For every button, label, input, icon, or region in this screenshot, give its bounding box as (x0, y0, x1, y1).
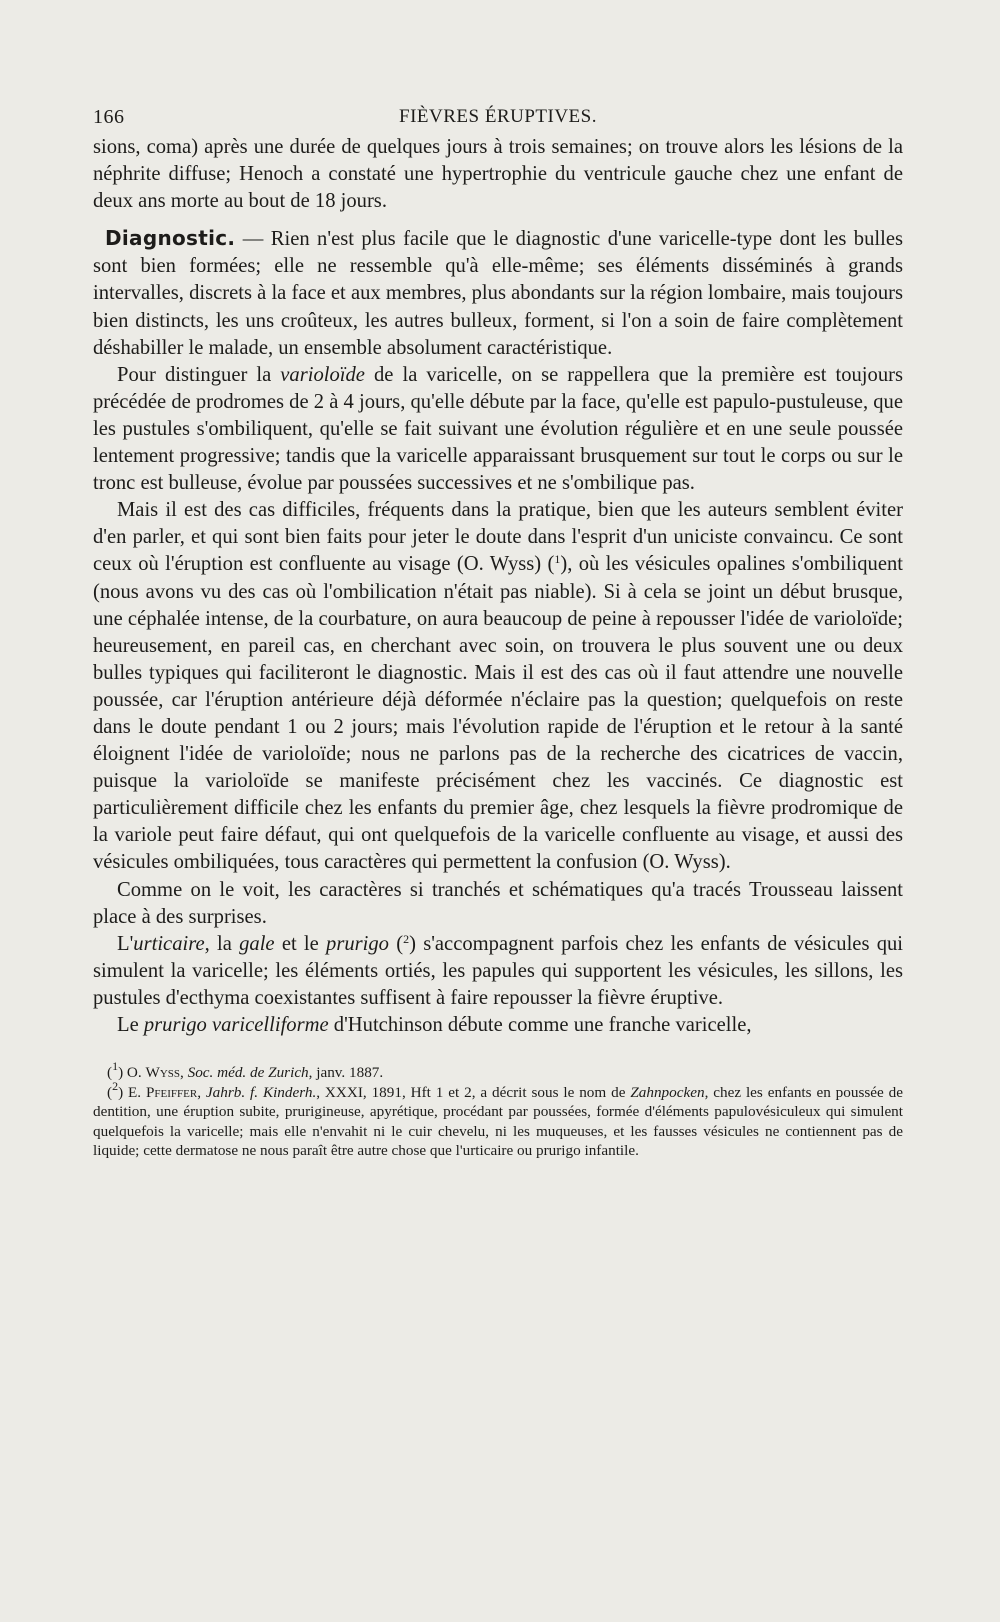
page-number: 166 (93, 106, 125, 128)
term-gale: gale (239, 932, 275, 955)
paragraph-varioloide: Pour distinguer la varioloïde de la varicelle, on se rappellera que la première est toujours précédée de prodromes de 2 à 4 jours, qu'elle débute par la face, qu'elle est papulo-pustuleuse, que les pustules s'ombiliquent, qu'elle se fait suivant une évolution régulière et en une seule poussée lentement progressive; tandis que la varicelle apparaissant brusquement sur tout le corps ou sur le tronc est bulleuse, évolue par poussées successives et ne s'ombilique pas. (93, 363, 903, 495)
page-header (93, 100, 903, 130)
term-prurigo-varicelliforme: prurigo varicelliforme (143, 1014, 329, 1036)
running-title: FIÈVRES ÉRUPTIVES. (399, 106, 597, 127)
term-prurigo: prurigo (326, 932, 389, 955)
book-page (93, 100, 903, 1161)
term-varioloide: varioloïde (280, 363, 365, 386)
term-urticaire: urticaire (133, 932, 205, 955)
footnote-ref-1: 1 (554, 552, 561, 567)
footnote-ref-2: 2 (403, 931, 410, 946)
paragraph-difficult-cases: Mais il est des cas difficiles, fréquents dans la pratique, bien que les auteurs semblent éviter d'en parler, et qui sont bien faits pour jeter le doute dans l'esprit d'un uniciste convaincu. Ce sont ceux où l'éruption est confluente au visage (O. Wyss) ($^1$), où les vésicules opalines s'ombiliquent (nous avons vu des cas où l'ombilication n'était pas niable). Si à cela se joint un début brusque, une céphalée intense, de la courbature, on aura beaucoup de peine à repousser l'idée de varioloïde; heureusement, en pareil cas, en cherchant avec soin, on trouvera le plus souvent une ou deux bulles typiques qui faciliteront le diagnostic. Mais il est des cas où il faut attendre une nouvelle poussée, car l'éruption antérieure déjà déformée n'éclaire pas la question; quelquefois on reste dans le doute pendant 1 ou 2 jours; mais l'évolution rapide de l'éruption et le retour à la santé éloignent l'idée de varioloïde; nous ne parlons pas de la recherche des cicatrices de vaccin, puisque la varioloïde se manifeste précisément chez les vaccinés. Ce diagnostic est particulièrement difficile chez les enfants du premier âge, chez lesquels la fièvre prodromique de la variole peut faire défaut, qui ont quelquefois de la varicelle confluente au visage, et aussi des vésicules ombiliquées, tous caractères qui permettent la confusion (O. Wyss). (93, 499, 904, 874)
body-text (93, 134, 903, 1039)
paragraph-trousseau: Comme on le voit, les caractères si tranchés et schématiques qu'a tracés Trousseau laissent place à des surprises. (93, 878, 903, 928)
paragraph-urticaire: L'urticaire, la gale et le prurigo ($^2$) s'accompagnent parfois chez les enfants de vésicules qui simulent la varicelle; les éléments ortiés, les papules qui supportent les vésicules, les sillons, les pustules d'ecthyma coexistantes suffisent à faire repousser la fièvre éruptive. (93, 931, 904, 1009)
paragraph-diagnostic: Diagnostic. — Rien n'est plus facile que le diagnostic d'une varicelle-type dont les bulles sont bien formées; elle ne ressemble qu'à elle-même; ses éléments disséminés à grands intervalles, discrets à la face et aux membres, plus abondants sur la région lombaire, mais toujours bien distincts, les uns croûteux, les autres bulleux, forment, si l'on a soin de faire complètement déshabiller le malade, un ensemble absolument caractéristique. (93, 226, 903, 359)
footnotes (93, 1059, 903, 1161)
paragraph-hutchinson: Le prurigo varicelliforme d'Hutchinson débute comme une franche varicelle, (117, 1014, 752, 1036)
section-heading-diagnostic: Diagnostic. (105, 226, 236, 251)
footnote-1: ($^1$) O. Wyss, Soc. méd. de Zurich, janv. 1887. (107, 1059, 384, 1082)
footnote-2: ($^2$) E. Pfeiffer, Jahrb. f. Kinderh., XXXI, 1891, Hft 1 et 2, a décrit sous le nom de Zahnpocken, chez les enfants en poussée de dentition, une éruption subite, prurigineuse, apyrétique, procédant par poussées, formée d'éléments papulovésiculeux qui simulent quelquefois la varicelle; mais elle n'envahit ni le cuir chevelu, ni les muqueuses, et les fausses vésicules ne contiennent pas de liquide; cette dermatose ne nous paraît être autre chose que l'urticaire ou prurigo infantile. (93, 1078, 903, 1160)
paragraph-continuation: sions, coma) après une durée de quelques jours à trois semaines; on trouve alors les lésions de la néphrite diffuse; Henoch a constaté une hypertrophie du ventricule gauche chez une enfant de deux ans morte au bout de 18 jours. (93, 136, 903, 213)
